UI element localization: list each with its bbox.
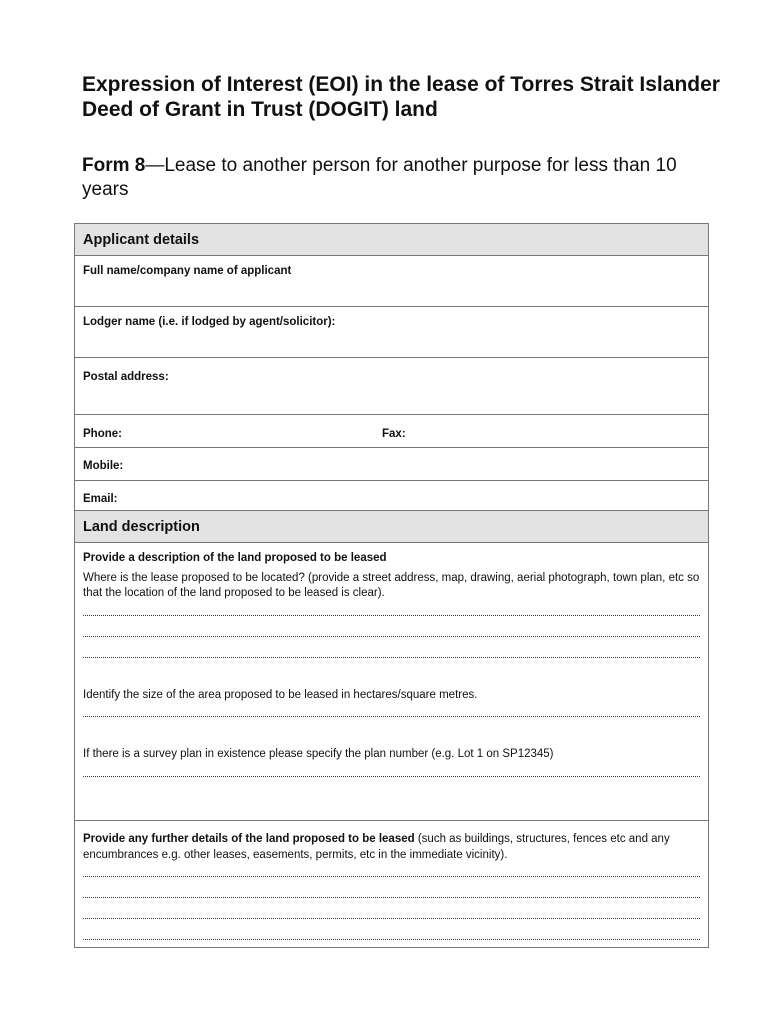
further-details-block (75, 820, 708, 946)
applicant-details-heading: Applicant details (75, 224, 708, 256)
form-number: Form 8 (82, 155, 146, 176)
further-details-question (83, 832, 700, 863)
phone-fax-row[interactable] (75, 415, 708, 448)
further-details-bold: Provide any further details of the land proposed to be leased (83, 833, 415, 845)
email-label: Email: (83, 493, 118, 505)
size-question: Identify the size of the area proposed to be leased in hectares/square metres. (83, 688, 478, 701)
land-description-heading: Land description (75, 511, 708, 543)
email-field[interactable] (75, 481, 708, 512)
further-answer-line-4[interactable] (83, 919, 700, 940)
mobile-label: Mobile: (83, 460, 124, 472)
land-description-section (74, 510, 709, 948)
survey-answer-line[interactable] (83, 763, 700, 777)
form-description: —Lease to another person for another purpose for less than 10 years (82, 155, 677, 200)
lodger-name-label: Lodger name (i.e. if lodged by agent/solicitor): (83, 316, 336, 328)
further-answer-line-1[interactable] (83, 863, 700, 877)
postal-address-field[interactable] (75, 358, 708, 415)
mobile-field[interactable] (75, 448, 708, 481)
location-answer-line-3[interactable] (83, 637, 700, 658)
survey-question: If there is a survey plan in existence please specify the plan number (e.g. Lot 1 on SP12345) (83, 748, 554, 760)
phone-label: Phone: (83, 428, 122, 440)
location-answer-line-1[interactable] (83, 602, 700, 616)
location-answer-line-2[interactable] (83, 616, 700, 637)
further-answer-line-2[interactable] (83, 877, 700, 898)
location-question: Where is the lease proposed to be located? (provide a street address, map, drawing, aerial photograph, town plan, etc so that the location of the land proposed to be leased is clear). (83, 571, 700, 599)
page-title: Expression of Interest (EOI) in the lease of Torres Strait Islander Deed of Grant in Trust (DOGIT) land (82, 73, 720, 121)
lodger-name-field[interactable] (75, 307, 708, 358)
postal-address-label: Postal address: (83, 371, 169, 383)
further-details-rest: (such as buildings, structures, fences etc and any encumbrances e.g. other leases, easements, permits, etc in the immediate vicinity). (83, 833, 670, 861)
further-answer-line-3[interactable] (83, 898, 700, 919)
land-description-block (75, 543, 708, 820)
describe-land-heading: Provide a description of the land proposed to be leased (83, 552, 387, 564)
form-subtitle (82, 154, 702, 202)
applicant-details-section (74, 223, 709, 513)
full-name-label: Full name/company name of applicant (83, 265, 292, 277)
fax-label: Fax: (382, 428, 406, 440)
size-answer-line[interactable] (83, 703, 700, 717)
full-name-field[interactable] (75, 256, 708, 307)
